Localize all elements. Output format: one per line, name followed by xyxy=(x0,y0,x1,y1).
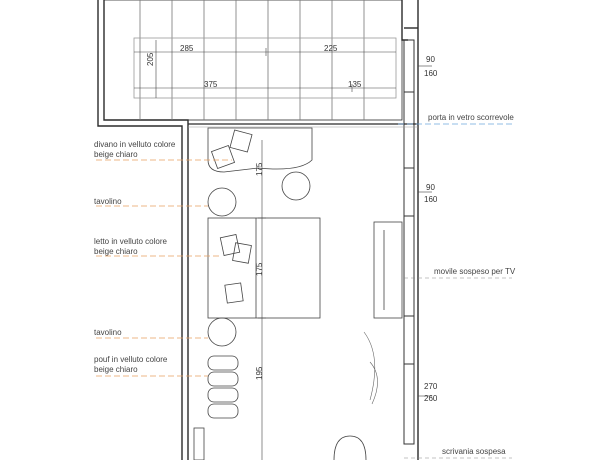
tv-unit xyxy=(374,222,402,318)
annotation-porta-vetro: porta in vetro scorrevole xyxy=(428,113,514,122)
dim-135: 135 xyxy=(348,80,362,89)
dim-v-195: 195 xyxy=(255,366,264,380)
side-table-1 xyxy=(208,188,236,216)
annotation-pouf-1: pouf in velluto colore xyxy=(94,355,168,364)
annotation-tavolino-1: tavolino xyxy=(94,197,122,206)
door-swing xyxy=(364,332,378,404)
coffee-table-1 xyxy=(282,172,310,200)
dim-right-270: 270 xyxy=(424,382,438,391)
leader-lines-grey xyxy=(404,278,512,458)
sliding-door xyxy=(188,124,418,127)
right-wall-segments xyxy=(404,40,414,444)
dim-right-260: 260 xyxy=(424,394,438,403)
dim-375: 375 xyxy=(204,80,218,89)
annotation-letto-1: letto in velluto colore xyxy=(94,237,167,246)
annotation-scrivania: scrivania sospesa xyxy=(442,447,506,456)
annotation-tavolino-2: tavolino xyxy=(94,328,122,337)
top-dimension-lines xyxy=(134,40,396,98)
annotation-divano-1: divano in velluto colore xyxy=(94,140,176,149)
vertical-dimension xyxy=(258,140,266,460)
dim-right-160b: 160 xyxy=(424,195,438,204)
dim-v-175b: 175 xyxy=(255,262,264,276)
dim-285: 285 xyxy=(180,44,194,53)
annotation-mobile-tv: movile sospeso per TV xyxy=(434,267,516,276)
dim-right-160a: 160 xyxy=(424,69,438,78)
annotation-pouf-2: beige chiaro xyxy=(94,365,138,374)
desk xyxy=(194,428,366,460)
poufs xyxy=(208,356,238,418)
dim-right-90b: 90 xyxy=(426,183,435,192)
walls xyxy=(98,0,418,460)
dim-225: 225 xyxy=(324,44,338,53)
dim-right-90a: 90 xyxy=(426,55,435,64)
annotation-letto-2: beige chiaro xyxy=(94,247,138,256)
annotation-divano-2: beige chiaro xyxy=(94,150,138,159)
side-table-2 xyxy=(208,318,236,346)
dim-205: 205 xyxy=(146,52,155,66)
dim-v-175a: 175 xyxy=(255,162,264,176)
bed xyxy=(208,218,320,318)
